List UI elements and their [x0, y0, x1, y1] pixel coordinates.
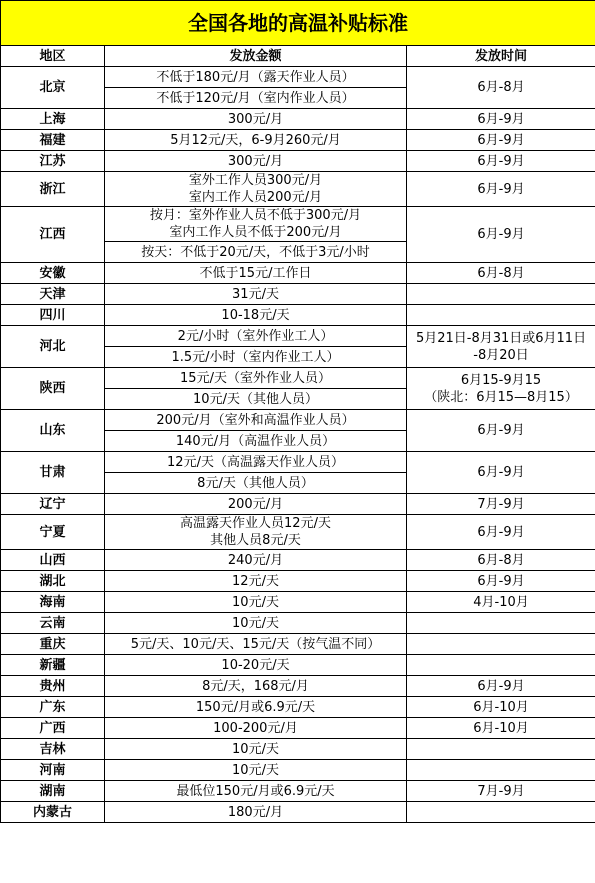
table-row — [1, 172, 595, 207]
period-cell — [407, 634, 595, 655]
region-cell: 宁夏 — [1, 515, 105, 550]
table-row — [1, 655, 595, 676]
amount-cell: 10元/天（其他人员） — [105, 389, 407, 410]
table-row — [1, 130, 595, 151]
period-cell — [407, 802, 595, 823]
amount-cell: 8元/天（其他人员） — [105, 473, 407, 494]
table-row — [1, 550, 595, 571]
period-cell — [407, 739, 595, 760]
amount-cell: 10元/天 — [105, 760, 407, 781]
period-cell: 6月-9月 — [407, 130, 595, 151]
table-row — [1, 613, 595, 634]
amount-cell: 不低于180元/月（露天作业人员） — [105, 67, 407, 88]
period-cell: 5月21日-8月31日或6月11日 -8月20日 — [407, 326, 595, 368]
region-cell: 湖南 — [1, 781, 105, 802]
period-cell: 6月-9月 — [407, 151, 595, 172]
period-cell: 6月-10月 — [407, 697, 595, 718]
table-row — [1, 697, 595, 718]
period-cell: 6月-8月 — [407, 263, 595, 284]
region-cell: 辽宁 — [1, 494, 105, 515]
amount-cell: 12元/天（高温露天作业人员） — [105, 452, 407, 473]
region-cell: 安徽 — [1, 263, 105, 284]
header-period: 发放时间 — [407, 46, 595, 67]
period-cell — [407, 305, 595, 326]
amount-cell: 100-200元/月 — [105, 718, 407, 739]
period-cell: 6月-9月 — [407, 676, 595, 697]
table-row — [1, 67, 595, 88]
region-cell: 重庆 — [1, 634, 105, 655]
region-cell: 山西 — [1, 550, 105, 571]
region-cell: 陕西 — [1, 368, 105, 410]
table-row — [1, 739, 595, 760]
period-cell: 6月-8月 — [407, 67, 595, 109]
amount-cell: 200元/月（室外和高温作业人员） — [105, 410, 407, 431]
amount-cell: 240元/月 — [105, 550, 407, 571]
table-row — [1, 676, 595, 697]
amount-cell: 180元/月 — [105, 802, 407, 823]
period-cell: 6月-9月 — [407, 109, 595, 130]
period-cell — [407, 655, 595, 676]
amount-cell: 按天：不低于20元/天，不低于3元/小时 — [105, 242, 407, 263]
region-cell: 吉林 — [1, 739, 105, 760]
region-cell: 湖北 — [1, 571, 105, 592]
amount-cell: 10元/天 — [105, 613, 407, 634]
amount-cell: 10元/天 — [105, 739, 407, 760]
amount-cell: 12元/天 — [105, 571, 407, 592]
period-cell — [407, 613, 595, 634]
region-cell: 云南 — [1, 613, 105, 634]
amount-cell: 200元/月 — [105, 494, 407, 515]
table-row — [1, 494, 595, 515]
table-row — [1, 718, 595, 739]
region-cell: 福建 — [1, 130, 105, 151]
period-cell: 6月-9月 — [407, 172, 595, 207]
region-cell: 海南 — [1, 592, 105, 613]
amount-cell: 1.5元/小时（室内作业工人） — [105, 347, 407, 368]
region-cell: 河北 — [1, 326, 105, 368]
region-cell: 天津 — [1, 284, 105, 305]
region-cell: 广东 — [1, 697, 105, 718]
amount-cell: 300元/月 — [105, 109, 407, 130]
amount-cell: 10-20元/天 — [105, 655, 407, 676]
title-row — [1, 1, 595, 46]
table-row — [1, 109, 595, 130]
region-cell: 新疆 — [1, 655, 105, 676]
table-row — [1, 326, 595, 347]
region-cell: 内蒙古 — [1, 802, 105, 823]
table-row — [1, 760, 595, 781]
table-row — [1, 151, 595, 172]
table-row — [1, 410, 595, 431]
period-cell: 6月-9月 — [407, 515, 595, 550]
amount-cell: 10元/天 — [105, 592, 407, 613]
table-row — [1, 452, 595, 473]
period-cell: 6月-9月 — [407, 452, 595, 494]
region-cell: 上海 — [1, 109, 105, 130]
region-cell: 甘肃 — [1, 452, 105, 494]
table-row — [1, 305, 595, 326]
table-body — [1, 67, 595, 823]
period-cell: 6月-9月 — [407, 410, 595, 452]
region-cell: 贵州 — [1, 676, 105, 697]
table-title: 全国各地的高温补贴标准 — [1, 1, 595, 46]
amount-cell: 300元/月 — [105, 151, 407, 172]
table-row — [1, 263, 595, 284]
table-row — [1, 515, 595, 550]
period-cell: 4月-10月 — [407, 592, 595, 613]
region-cell: 浙江 — [1, 172, 105, 207]
header-row — [1, 46, 595, 67]
table-row — [1, 802, 595, 823]
header-amount: 发放金额 — [105, 46, 407, 67]
table-row — [1, 571, 595, 592]
header-region: 地区 — [1, 46, 105, 67]
table-row — [1, 368, 595, 389]
table-row — [1, 207, 595, 242]
region-cell: 四川 — [1, 305, 105, 326]
region-cell: 河南 — [1, 760, 105, 781]
amount-cell: 31元/天 — [105, 284, 407, 305]
period-cell: 6月-10月 — [407, 718, 595, 739]
period-cell: 6月15-9月15 （陕北：6月15—8月15） — [407, 368, 595, 410]
amount-cell: 按月：室外作业人员不低于300元/月 室内工作人员不低于200元/月 — [105, 207, 407, 242]
amount-cell: 150元/月或6.9元/天 — [105, 697, 407, 718]
table-row — [1, 592, 595, 613]
amount-cell: 2元/小时（室外作业工人） — [105, 326, 407, 347]
amount-cell: 不低于15元/工作日 — [105, 263, 407, 284]
amount-cell: 最低位150元/月或6.9元/天 — [105, 781, 407, 802]
amount-cell: 8元/天，168元/月 — [105, 676, 407, 697]
amount-cell: 15元/天（室外作业人员） — [105, 368, 407, 389]
region-cell: 北京 — [1, 67, 105, 109]
region-cell: 广西 — [1, 718, 105, 739]
table-row — [1, 284, 595, 305]
amount-cell: 140元/月（高温作业人员） — [105, 431, 407, 452]
amount-cell: 5元/天、10元/天、15元/天（按气温不同） — [105, 634, 407, 655]
period-cell: 7月-9月 — [407, 781, 595, 802]
period-cell — [407, 284, 595, 305]
amount-cell: 10-18元/天 — [105, 305, 407, 326]
table-row — [1, 634, 595, 655]
region-cell: 山东 — [1, 410, 105, 452]
period-cell: 6月-9月 — [407, 571, 595, 592]
amount-cell: 不低于120元/月（室内作业人员） — [105, 88, 407, 109]
amount-cell: 高温露天作业人员12元/天 其他人员8元/天 — [105, 515, 407, 550]
period-cell — [407, 760, 595, 781]
region-cell: 江苏 — [1, 151, 105, 172]
amount-cell: 5月12元/天，6-9月260元/月 — [105, 130, 407, 151]
period-cell: 7月-9月 — [407, 494, 595, 515]
table-row — [1, 781, 595, 802]
period-cell: 6月-8月 — [407, 550, 595, 571]
region-cell: 江西 — [1, 207, 105, 263]
amount-cell: 室外工作人员300元/月 室内工作人员200元/月 — [105, 172, 407, 207]
period-cell: 6月-9月 — [407, 207, 595, 263]
